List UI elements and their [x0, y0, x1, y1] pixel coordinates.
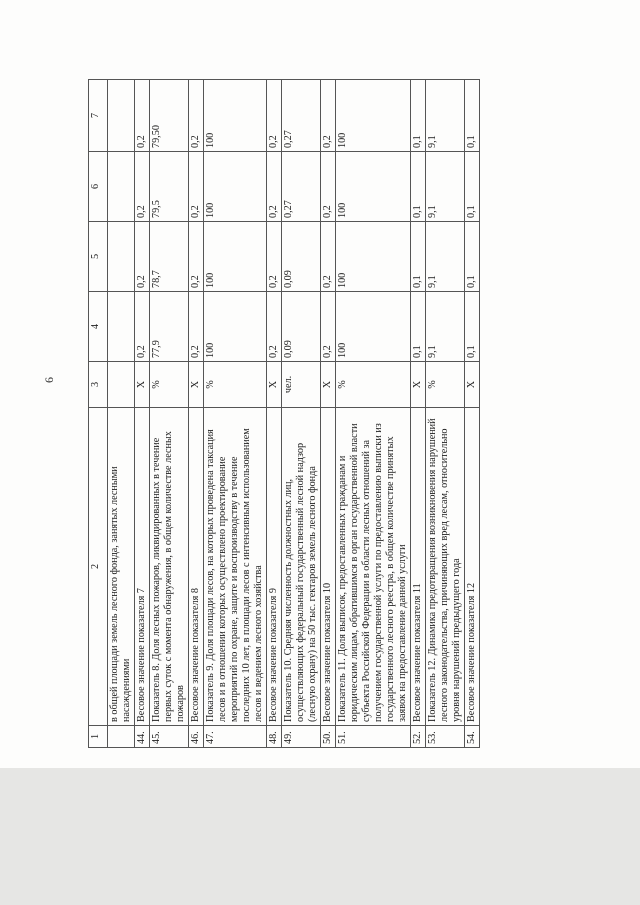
- row-description: Весовое значение показателя 7: [135, 408, 150, 726]
- row-unit: %: [426, 362, 465, 408]
- table-row: [135, 80, 150, 748]
- row-description: Весовое значение показателя 11: [411, 408, 426, 726]
- value-col-4: 9,1: [426, 292, 465, 362]
- row-unit: X: [135, 362, 150, 408]
- value-col-7: 0,2: [321, 80, 336, 152]
- table-row: [204, 80, 267, 748]
- row-unit: чел.: [282, 362, 321, 408]
- value-col-4: 100: [336, 292, 411, 362]
- value-col-6: 0,2: [189, 152, 204, 222]
- table-row: [150, 80, 189, 748]
- table-header-row: [89, 80, 108, 748]
- row-description: Показатель 8. Доля лесных пожаров, ликвидированных в течение первых суток с момента обнаружения, в общем количестве лесных пожаров: [150, 408, 189, 726]
- value-col-4: [108, 292, 135, 362]
- value-col-5: 0,2: [189, 222, 204, 292]
- value-col-5: 0,1: [465, 222, 480, 292]
- row-unit: X: [267, 362, 282, 408]
- row-description: Весовое значение показателя 12: [465, 408, 480, 726]
- row-description: в общей площади земель лесного фонда, занятых лесными насаждениями: [108, 408, 135, 726]
- value-col-4: 0,09: [282, 292, 321, 362]
- table-row: [267, 80, 282, 748]
- row-number: 47.: [204, 726, 267, 748]
- value-col-6: 0,1: [465, 152, 480, 222]
- row-number: 52.: [411, 726, 426, 748]
- table-row: [282, 80, 321, 748]
- row-number: 45.: [150, 726, 189, 748]
- value-col-6: 0,2: [267, 152, 282, 222]
- value-col-7: 0,1: [411, 80, 426, 152]
- row-description: Весовое значение показателя 9: [267, 408, 282, 726]
- header-cell: 4: [89, 292, 108, 362]
- value-col-6: 0,1: [411, 152, 426, 222]
- row-number: 49.: [282, 726, 321, 748]
- row-number: 46.: [189, 726, 204, 748]
- row-description: Весовое значение показателя 10: [321, 408, 336, 726]
- value-col-7: 100: [204, 80, 267, 152]
- header-cell: 2: [89, 408, 108, 726]
- row-unit: %: [204, 362, 267, 408]
- value-col-6: [108, 152, 135, 222]
- header-cell: 5: [89, 222, 108, 292]
- value-col-5: 0,1: [411, 222, 426, 292]
- value-col-7: 0,1: [465, 80, 480, 152]
- value-col-6: 0,2: [321, 152, 336, 222]
- indicators-table: [88, 79, 480, 748]
- row-unit: %: [150, 362, 189, 408]
- value-col-4: 77,9: [150, 292, 189, 362]
- row-description: Показатель 11. Доля выписок, предоставленных гражданам и юридическим лицам, обратившимся в орган государственной власти субъекта Российской Федерации в области лесных отношений за получением государственной услуги по предоставлению выписки из государственного лесного реестра, в общем количестве принятых заявок на предоставление данной услуги: [336, 408, 411, 726]
- header-cell: 6: [89, 152, 108, 222]
- value-col-6: 79,5: [150, 152, 189, 222]
- row-number: 51.: [336, 726, 411, 748]
- table-row: [321, 80, 336, 748]
- table-row: [465, 80, 480, 748]
- row-description: Весовое значение показателя 8: [189, 408, 204, 726]
- table-row: [108, 80, 135, 748]
- value-col-4: 100: [204, 292, 267, 362]
- row-unit: X: [411, 362, 426, 408]
- row-unit: %: [336, 362, 411, 408]
- value-col-4: 0,2: [135, 292, 150, 362]
- value-col-5: 0,2: [321, 222, 336, 292]
- value-col-5: 0,09: [282, 222, 321, 292]
- value-col-7: [108, 80, 135, 152]
- row-number: 44.: [135, 726, 150, 748]
- row-unit: X: [189, 362, 204, 408]
- row-description: Показатель 12. Динамика предотвращения возникновения нарушений лесного законодательства, причиняющих вред лесам, относительно уровня нарушений предыдущего года: [426, 408, 465, 726]
- value-col-7: 100: [336, 80, 411, 152]
- table-row: [189, 80, 204, 748]
- value-col-5: 9,1: [426, 222, 465, 292]
- table-row: [426, 80, 465, 748]
- table-row: [411, 80, 426, 748]
- value-col-7: 79,50: [150, 80, 189, 152]
- row-number: [108, 726, 135, 748]
- row-number: 48.: [267, 726, 282, 748]
- value-col-4: 0,1: [465, 292, 480, 362]
- row-unit: X: [465, 362, 480, 408]
- row-description: Показатель 10. Средняя численность должностных лиц, осуществляющих федеральный государственный лесной надзор (лесную охрану) на 50 тыс. гектаров земель лесного фонда: [282, 408, 321, 726]
- value-col-4: 0,2: [321, 292, 336, 362]
- value-col-6: 9,1: [426, 152, 465, 222]
- row-number: 53.: [426, 726, 465, 748]
- value-col-5: 100: [204, 222, 267, 292]
- value-col-4: 0,1: [411, 292, 426, 362]
- value-col-7: 9,1: [426, 80, 465, 152]
- page-number: 6: [42, 377, 56, 383]
- row-unit: [108, 362, 135, 408]
- value-col-4: 0,2: [267, 292, 282, 362]
- header-cell: 1: [89, 726, 108, 748]
- value-col-6: 0,2: [135, 152, 150, 222]
- row-description: Показатель 9. Доля площади лесов, на которых проведена таксация лесов и в отношении которых осуществлено проектирование мероприятий по охране, защите и воспроизводству в течение последних 10 лет, в площади лесов с интенсивным использованием лесов и ведением лесного хозяйства: [204, 408, 267, 726]
- value-col-5: 78,7: [150, 222, 189, 292]
- value-col-6: 0,27: [282, 152, 321, 222]
- value-col-7: 0,2: [135, 80, 150, 152]
- row-unit: X: [321, 362, 336, 408]
- value-col-7: 0,27: [282, 80, 321, 152]
- value-col-5: 0,2: [267, 222, 282, 292]
- row-number: 50.: [321, 726, 336, 748]
- value-col-6: 100: [204, 152, 267, 222]
- value-col-5: 100: [336, 222, 411, 292]
- header-cell: 3: [89, 362, 108, 408]
- value-col-6: 100: [336, 152, 411, 222]
- value-col-7: 0,2: [267, 80, 282, 152]
- row-number: 54.: [465, 726, 480, 748]
- rotated-table-wrapper: [88, 80, 612, 748]
- header-cell: 7: [89, 80, 108, 152]
- value-col-7: 0,2: [189, 80, 204, 152]
- value-col-4: 0,2: [189, 292, 204, 362]
- value-col-5: 0,2: [135, 222, 150, 292]
- table-row: [336, 80, 411, 748]
- value-col-5: [108, 222, 135, 292]
